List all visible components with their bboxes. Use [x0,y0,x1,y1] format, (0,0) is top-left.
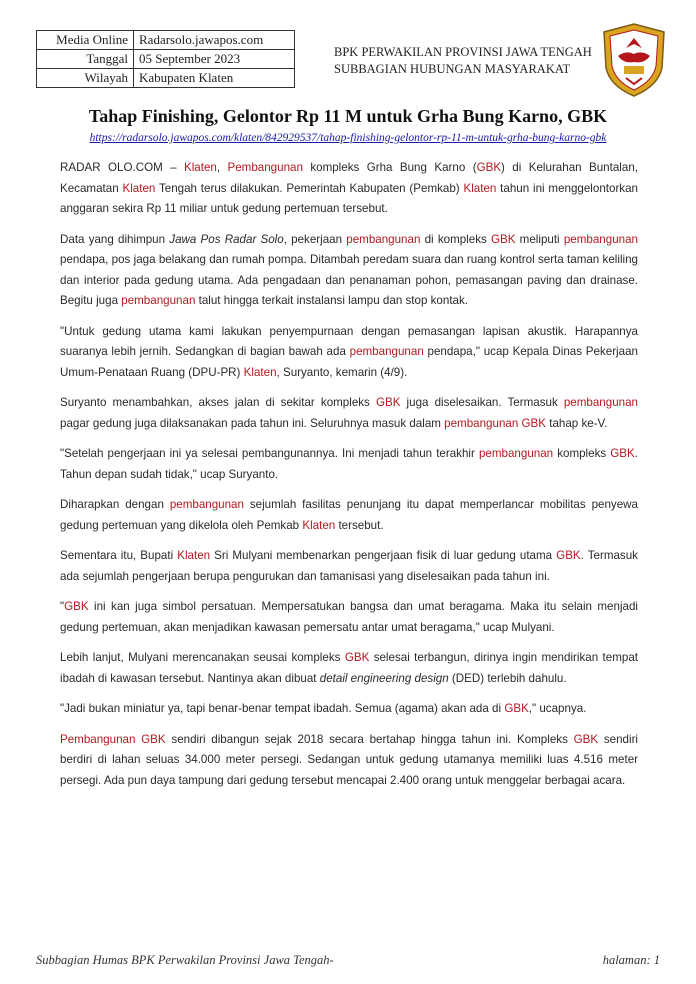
highlighted-term: Pembangunan GBK [60,732,166,746]
highlighted-term: GBK [491,232,516,246]
meta-value: Radarsolo.jawapos.com [134,31,295,50]
paragraph-text: kompleks [553,447,611,460]
paragraph-text: "Untuk gedung utama kami lakukan penyempurnaan dengan pemasangan lapisan akustik. Harapannya suaranya lebih jernih. Sedangkan di bagian bawah ada [60,324,638,358]
meta-table [36,30,295,88]
paragraph-text: . Tahun depan sudah tidak," ucap Suryanto. [60,447,638,481]
article-paragraph [60,444,638,485]
paragraph-text: (DED) terlebih dahulu. [448,671,567,685]
article-paragraph [60,597,638,638]
highlighted-term: GBK [375,396,401,409]
paragraph-text: kompleks Grha Bung Karno ( [302,161,477,174]
paragraph-text: "Setelah pengerjaan ini ya selesai pembangunannya. Ini menjadi tahun terakhir [60,447,479,460]
highlighted-term: GBK [573,732,599,746]
paragraph-text: juga diselesaikan. Termasuk [400,396,564,409]
garuda-emblem-icon [598,20,670,100]
article-paragraph [60,648,638,689]
footer-credit: Subbagian Humas BPK Perwakilan Provinsi Jawa Tengah- [36,953,334,967]
highlighted-term: pembangunan [346,232,421,246]
article-paragraph [60,158,638,220]
paragraph-text: , [216,161,228,174]
highlighted-term: pembangunan [563,396,638,409]
meta-row [37,50,295,69]
italic-text: Jawa Pos Radar Solo [169,232,284,246]
paragraph-text: Sri Mulyani membenarkan pengerjaan fisik di luar gedung utama [210,549,557,562]
highlighted-term: GBK [504,702,529,715]
meta-row [37,31,295,50]
meta-value: 05 September 2023 [134,50,295,69]
paragraph-text: Tengah terus dilakukan. Pemerintah Kabupaten (Pemkab) [155,181,464,195]
paragraph-text: ," ucapnya. [528,702,587,715]
article-title: Tahap Finishing, Gelontor Rp 11 M untuk Grha Bung Karno, GBK [88,106,608,126]
paragraph-text: meliputi [515,232,564,246]
paragraph-text: ini kan juga simbol persatuan. Mempersatukan bangsa dan umat beragama. Maka itu selain menjadi gedung pertemuan, akan menjadikan kawasan pemersatu antar umat beragama," ucap Mulyani. [60,600,638,634]
agency-name: BPK PERWAKILAN PROVINSI JAWA TENGAH [334,45,592,59]
article-url-link[interactable]: https://radarsolo.jawapos.com/klaten/842929537/tahap-finishing-gelontor-rp-11-m-untuk-grha-bung-karno-gbk [89,132,607,144]
highlighted-term: GBK [556,549,581,562]
article-paragraph [60,495,638,536]
paragraph-text: Diharapkan dengan [60,498,170,511]
meta-label: Tanggal [37,50,134,69]
article-paragraph [60,546,638,587]
meta-label: Wilayah [37,69,134,88]
paragraph-text: pendapa," ucap Kepala Dinas Pekerjaan Umum-Penataan Ruang (DPU-PR) [60,345,638,379]
highlighted-term: pembangunan GBK [444,416,546,430]
page-number: halaman: 1 [602,953,660,967]
paragraph-text: sendiri berdiri di lahan seluas 34.000 meter persegi. Sedangan untuk gedung utamanya memiliki luas 4.516 meter persegi. Ada pun daya tampung dari gedung tersebut mencapai 2.400 orang untuk menggelar berbagai acara. [60,732,639,787]
paragraph-text: talut hingga terkait instalansi lampu dan stop kontak. [195,294,469,307]
highlighted-term: GBK [344,651,370,664]
highlighted-term: Klaten [243,365,277,379]
paragraph-text: " [60,600,65,613]
paragraph-text: tahun ini menggelontorkan anggaran sekira Rp 11 miliar untuk gedung pertemuan tersebut. [60,181,639,215]
highlighted-term: pembangunan [349,345,424,358]
article-paragraph [60,730,638,792]
article-paragraph [60,322,638,384]
paragraph-text: Data yang dihimpun [60,232,170,246]
paragraph-text: Lebih lanjut, Mulyani merencanakan seusai kompleks [60,651,345,664]
paragraph-text: , Suryanto, kemarin (4/9). [276,365,408,379]
highlighted-term: Klaten [177,549,211,562]
paragraph-text: sejumlah fasilitas penunjang itu dapat memperlancar mobilitas penyewa gedung pertemuan yang dikelola oleh Pemkab [60,498,638,532]
paragraph-text: . Termasuk ada sejumlah pengerjaan berupa pengurukan dan tamanisasi yang diselesaikan pada tahun ini. [60,549,638,583]
paragraph-text: tersebut. [335,518,384,532]
highlighted-term: Klaten [302,518,336,532]
highlighted-term: pembangunan [563,232,638,246]
article-body [60,158,638,801]
paragraph-text: pendapa, pos jaga belakang dan rumah pompa. Ditambah peredam suara dan ruang kontrol serta taman keliling dan interior pada gedung utama. Ada pengadaan dan penanaman pohon, pemasangan paving dan drainase. Begitu juga [60,253,638,307]
paragraph-text: RADAR OLO.COM – [60,161,184,174]
highlighted-term: pembangunan [169,498,244,511]
meta-value: Kabupaten Klaten [134,69,295,88]
paragraph-text: pagar gedung juga dilaksanakan pada tahun ini. Seluruhnya masuk dalam [60,416,445,430]
highlighted-term: GBK [476,161,502,174]
paragraph-text: "Jadi bukan miniatur ya, tapi benar-benar tempat ibadah. Semua (agama) akan ada di [60,702,505,715]
italic-text: detail engineering design [319,671,449,685]
meta-label: Media Online [37,31,134,50]
paragraph-text: ) di Kelurahan Buntalan, Kecamatan [60,161,638,195]
highlighted-term: pembangunan [478,447,554,460]
article-paragraph [60,393,638,434]
highlighted-term: Klaten [463,181,497,195]
highlighted-term: pembangunan [121,294,196,307]
paragraph-text: tahap ke-V. [546,416,608,430]
highlighted-term: GBK [610,447,635,460]
page-footer [36,953,660,968]
paragraph-text: Suryanto menambahkan, akses jalan di sekitar kompleks [60,396,376,409]
article-paragraph [60,230,638,312]
agency-subdivision: SUBBAGIAN HUBUNGAN MASYARAKAT [334,62,571,76]
paragraph-text: , pekerjaan [283,232,347,246]
paragraph-text: selesai terbangun, dirinya ingin mendirikan tempat ibadah di kawasan tersebut. Nantinya akan dibuat [60,651,638,685]
agency-header [334,44,592,78]
paragraph-text: sendiri dibangun sejak 2018 secara bertahap hingga tahun ini. Kompleks [165,732,574,746]
highlighted-term: Pembangunan [227,161,303,174]
highlighted-term: Klaten [184,161,217,174]
paragraph-text: Sementara itu, Bupati [60,549,178,562]
paragraph-text: di kompleks [420,232,491,246]
meta-row [37,69,295,88]
highlighted-term: Klaten [122,181,156,195]
article-paragraph [60,699,638,720]
highlighted-term: GBK [64,600,89,613]
